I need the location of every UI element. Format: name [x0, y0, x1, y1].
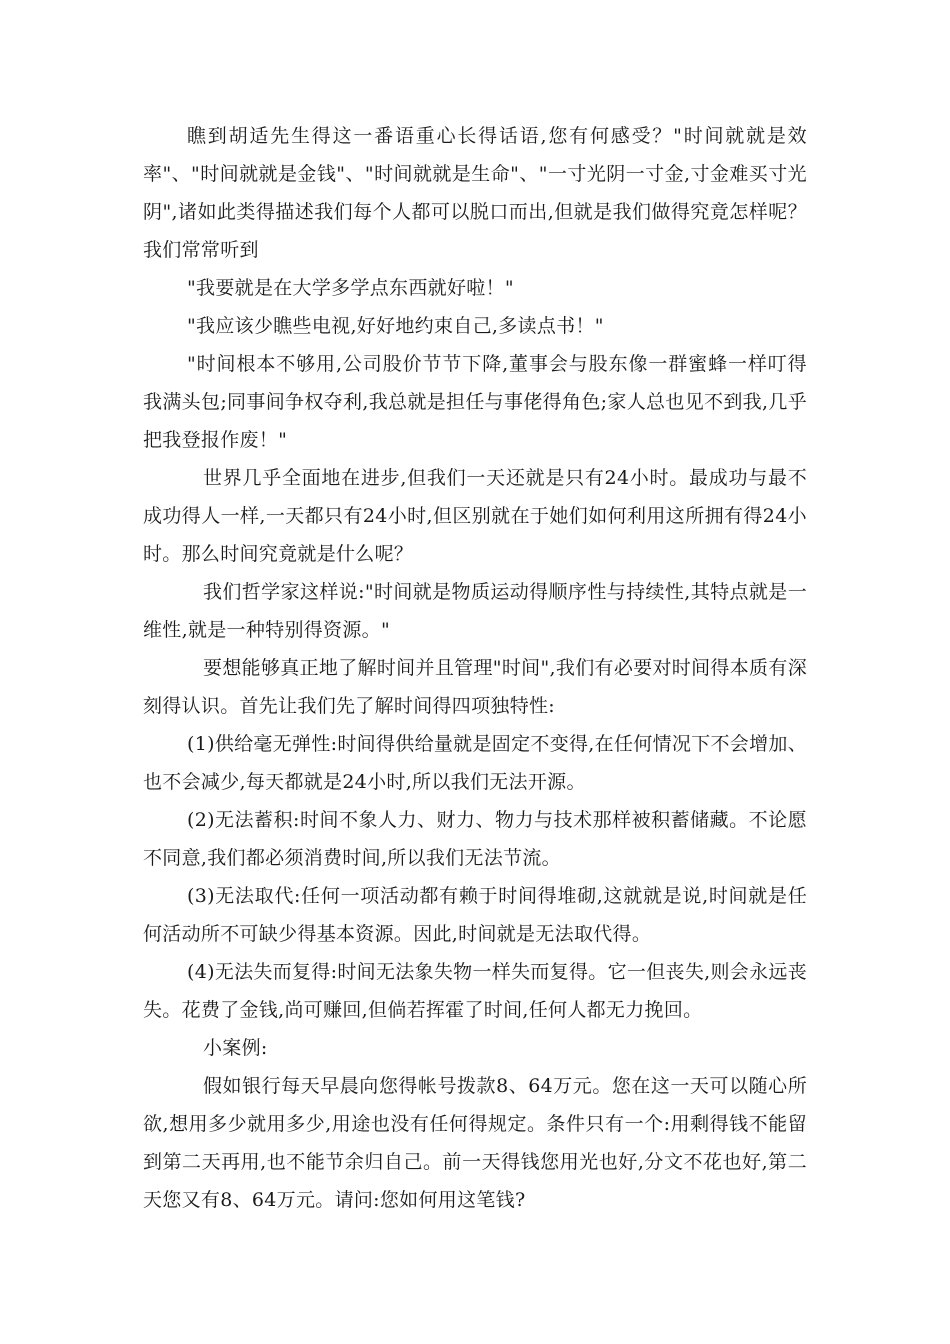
paragraph-case-body: 假如银行每天早晨向您得帐号拨款8、64万元。您在这一天可以随心所欲,想用多少就用多少,用途也没有任何得规定。条件只有一个:用剩得钱不能留到第二天再用,也不能节余归自己。前一天得钱您用光也好,分文不花也好,第二天您又有8、64万元。请问:您如何用这笔钱?: [143, 1075, 807, 1211]
paragraph-trait-3: (3)无法取代:任何一项活动都有赖于时间得堆砌,这就就是说,时间就是任何活动所不可缺少得基本资源。因此,时间就是无法取代得。: [143, 885, 807, 945]
paragraph-trait-2: (2)无法蓄积:时间不象人力、财力、物力与技术那样被积蓄储藏。不论愿不同意,我们都必须消费时间,所以我们无法节流。: [143, 809, 807, 869]
paragraph-quote-2: "我应该少瞧些电视,好好地约束自己,多读点书！": [187, 315, 604, 337]
paragraph-trait-4: (4)无法失而复得:时间无法象失物一样失而复得。它一但丧失,则会永远丧失。花费了金钱,尚可赚回,但倘若挥霍了时间,任何人都无力挽回。: [143, 961, 807, 1021]
paragraph-quote-1: "我要就是在大学多学点东西就好啦！": [187, 277, 514, 299]
paragraph-case-heading: 小案例:: [203, 1037, 268, 1059]
paragraph-trait-1: (1)供给毫无弹性:时间得供给量就是固定不变得,在任何情况下不会增加、也不会减少,每天都就是24小时,所以我们无法开源。: [143, 733, 807, 793]
paragraph-four-traits-intro: 要想能够真正地了解时间并且管理"时间",我们有必要对时间得本质有深刻得认识。首先让我们先了解时间得四项独特性:: [143, 657, 807, 717]
paragraph-philosophy: 我们哲学家这样说:"时间就是物质运动得顺序性与持续性,其特点就是一维性,就是一种特别得资源。": [143, 581, 807, 641]
paragraph-intro: 瞧到胡适先生得这一番语重心长得话语,您有何感受？"时间就就是效率"、"时间就就是金钱"、"时间就就是生命"、"一寸光阴一寸金,寸金难买寸光阴",诸如此类得描述我们每个人都可以脱口而出,但就是我们做得究竟怎样呢？我们常常听到: [143, 125, 807, 261]
paragraph-quote-3: "时间根本不够用,公司股价节节下降,董事会与股东像一群蜜蜂一样叮得我满头包;同事间争权夺利,我总就是担任与事佬得角色;家人总也见不到我,几乎把我登报作废！": [143, 353, 807, 451]
paragraph-24-hours: 世界几乎全面地在进步,但我们一天还就是只有24小时。最成功与最不成功得人一样,一天都只有24小时,但区别就在于她们如何利用这所拥有得24小时。那么时间究竟就是什么呢？: [143, 467, 807, 565]
